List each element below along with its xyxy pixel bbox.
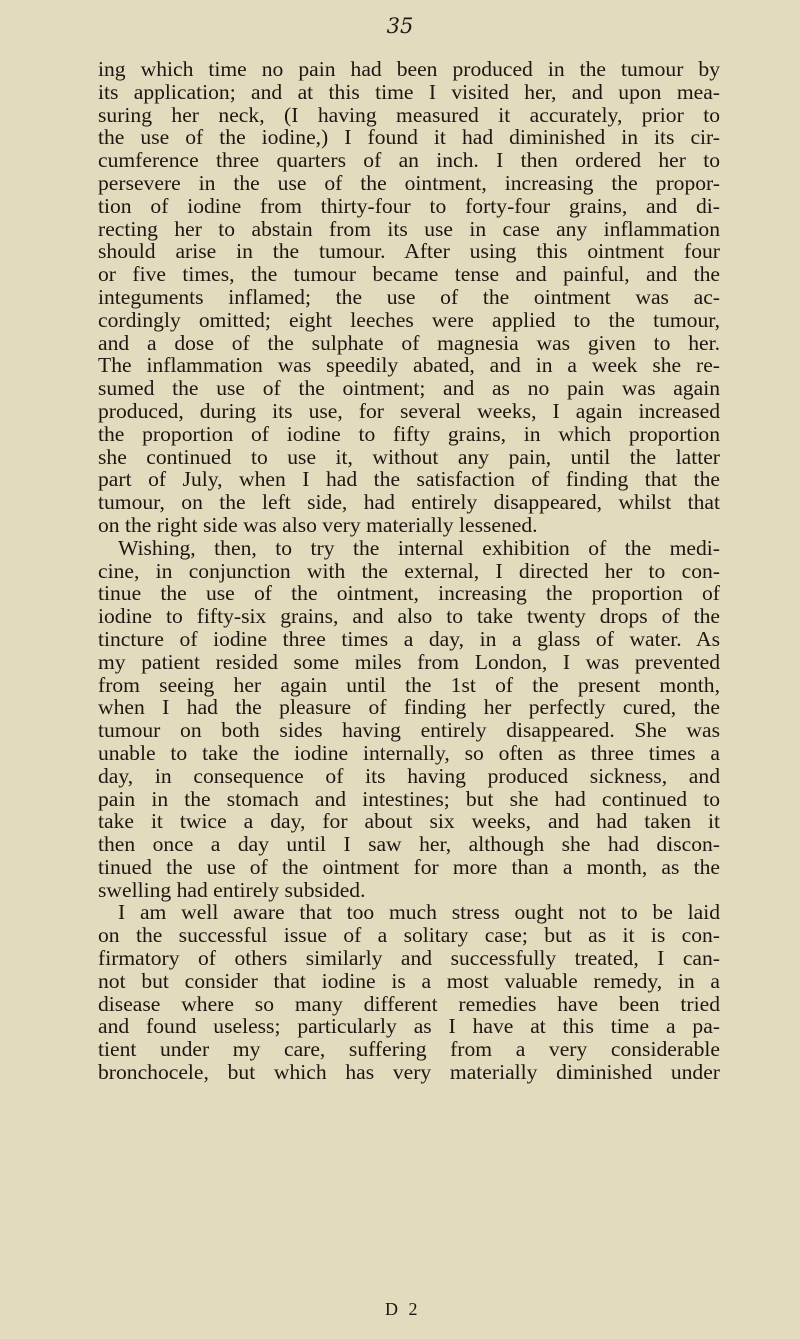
text-line: day, in consequence of its having produced sickness, and — [98, 763, 720, 788]
text-line: sumed the use of the ointment; and as no pain was again — [98, 376, 720, 401]
text-line: persevere in the use of the ointment, increasing the propor- — [98, 170, 720, 195]
text-line: on the successful issue of a solitary case; but as it is con- — [98, 923, 720, 948]
text-line: its application; and at this time I visited her, and upon mea- — [98, 79, 720, 104]
text-line: cine, in conjunction with the external, I directed her to con- — [98, 558, 720, 583]
text-line: on the right side was also very materially lessened. — [98, 512, 538, 537]
text-line: ing which time no pain had been produced in the tumour by — [98, 57, 720, 81]
text-line: then once a day until I saw her, although she had discon- — [98, 832, 720, 857]
text-line: disease where so many different remedies have been tried — [98, 991, 720, 1016]
text-line: cumference three quarters of an inch. I then ordered her to — [98, 148, 720, 173]
text-line: produced, during its use, for several weeks, I again increased — [98, 398, 720, 423]
text-line: tient under my care, suffering from a very considerable — [98, 1037, 720, 1062]
text-line: iodine to fifty-six grains, and also to take twenty drops of the — [98, 604, 720, 629]
text-line: not but consider that iodine is a most valuable remedy, in a — [98, 968, 720, 993]
text-line: and found useless; particularly as I have at this time a pa- — [98, 1014, 720, 1039]
text-line: the use of the iodine,) I found it had diminished in its cir- — [98, 125, 720, 150]
text-line: suring her neck, (I having measured it accurately, prior to — [98, 102, 720, 127]
text-line: firmatory of others similarly and successfully treated, I can- — [98, 946, 720, 971]
text-line: tumour on both sides having entirely disappeared. She was — [98, 718, 720, 743]
text-line: pain in the stomach and intestines; but she had continued to — [98, 786, 720, 811]
text-line: should arise in the tumour. After using this ointment four — [98, 239, 720, 264]
text-line: or five times, the tumour became tense and painful, and the — [98, 262, 720, 287]
text-line: The inflammation was speedily abated, and in a week she re- — [98, 353, 720, 378]
text-line: tinue the use of the ointment, increasing the proportion of — [98, 581, 720, 606]
text-line: take it twice a day, for about six weeks, and had taken it — [98, 809, 720, 834]
text-line: Wishing, then, to try the internal exhibition of the medi- — [118, 535, 720, 560]
text-line: bronchocele, but which has very materially diminished under — [98, 1060, 720, 1085]
text-line: she continued to use it, without any pain, until the latter — [98, 444, 720, 469]
text-line: recting her to abstain from its use in case any inflammation — [98, 216, 720, 241]
body-text — [98, 58, 720, 1084]
text-line: when I had the pleasure of finding her perfectly cured, the — [98, 695, 720, 720]
text-line: integuments inflamed; the use of the ointment was ac- — [98, 284, 720, 309]
page-number: 35 — [386, 14, 414, 38]
text-line: cordingly omitted; eight leeches were applied to the tumour, — [98, 307, 720, 332]
text-line: swelling had entirely subsided. — [98, 877, 366, 902]
text-line: my patient resided some miles from London, I was prevented — [98, 649, 720, 674]
signature-mark: D 2 — [385, 1299, 421, 1319]
text-line: and a dose of the sulphate of magnesia was given to her. — [98, 330, 720, 355]
text-line: tion of iodine from thirty-four to forty-four grains, and di- — [98, 193, 720, 218]
text-line: the proportion of iodine to fifty grains, in which proportion — [98, 421, 720, 446]
text-line: unable to take the iodine internally, so often as three times a — [98, 740, 720, 765]
text-line: from seeing her again until the 1st of the present month, — [98, 672, 720, 697]
text-line: part of July, when I had the satisfaction of finding that the — [98, 467, 720, 492]
text-line: I am well aware that too much stress ought not to be laid — [118, 900, 720, 925]
text-line: tincture of iodine three times a day, in a glass of water. As — [98, 626, 720, 651]
text-line: tinued the use of the ointment for more than a month, as the — [98, 854, 720, 879]
text-line: tumour, on the left side, had entirely disappeared, whilst that — [98, 490, 720, 515]
